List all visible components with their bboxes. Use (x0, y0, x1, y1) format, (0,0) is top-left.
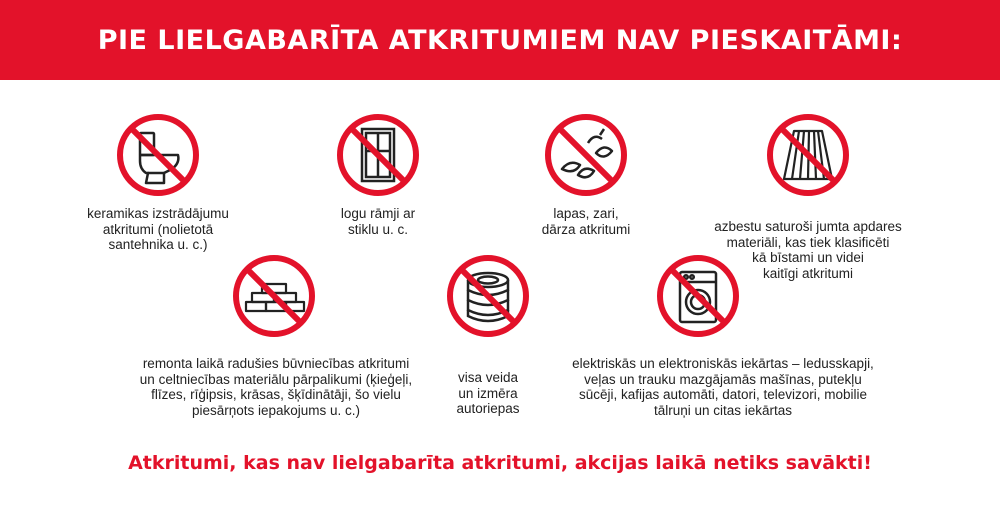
footer-warning: Atkritumi, kas nav lielgabarīta atkritumi, akcijas laikā netiks savākti! (128, 452, 872, 474)
caption-ceramics: keramikas izstrādājumu atkritumi (nolietotā santehnika u. c.) (87, 206, 229, 252)
tires-icon (446, 254, 530, 338)
caption-electronics: elektriskās un elektroniskās iekārtas – ledusskapji, veļas un trauku mazgājamās mašīnas, putekļu sūcēji, kafijas automāti, datori, televizori, mobilie tālruņi un citas iekārtas (572, 356, 874, 418)
roof-sheet-icon (766, 113, 850, 197)
header-banner (0, 0, 1000, 80)
leaves-icon (544, 113, 628, 197)
caption-construction: remonta laikā radušies būvniecības atkritumi un celtniecības materiālu pārpalikumi (ķieģeļi, flīzes, rīģipsis, krāsas, šķīdinātāji, šo vielu piesārņots iepakojums u. c.) (139, 356, 413, 418)
caption-asbestos: azbestu saturoši jumta apdares materiāli, kas tiek klasificēti kā bīstami un videi kaitīgi atkritumi (714, 219, 902, 281)
caption-windows: logu rāmji ar stiklu u. c. (340, 206, 416, 237)
window-icon (336, 113, 420, 197)
toilet-icon (116, 113, 200, 197)
page-title: PIE LIELGABARĪTA ATKRITUMIEM NAV PIESKAITĀMI: (97, 24, 903, 56)
caption-garden: lapas, zari, dārza atkritumi (541, 206, 631, 237)
washing-machine-icon (656, 254, 740, 338)
caption-tires: visa veida un izmēra autoriepas (456, 370, 520, 416)
bricks-icon (232, 254, 316, 338)
